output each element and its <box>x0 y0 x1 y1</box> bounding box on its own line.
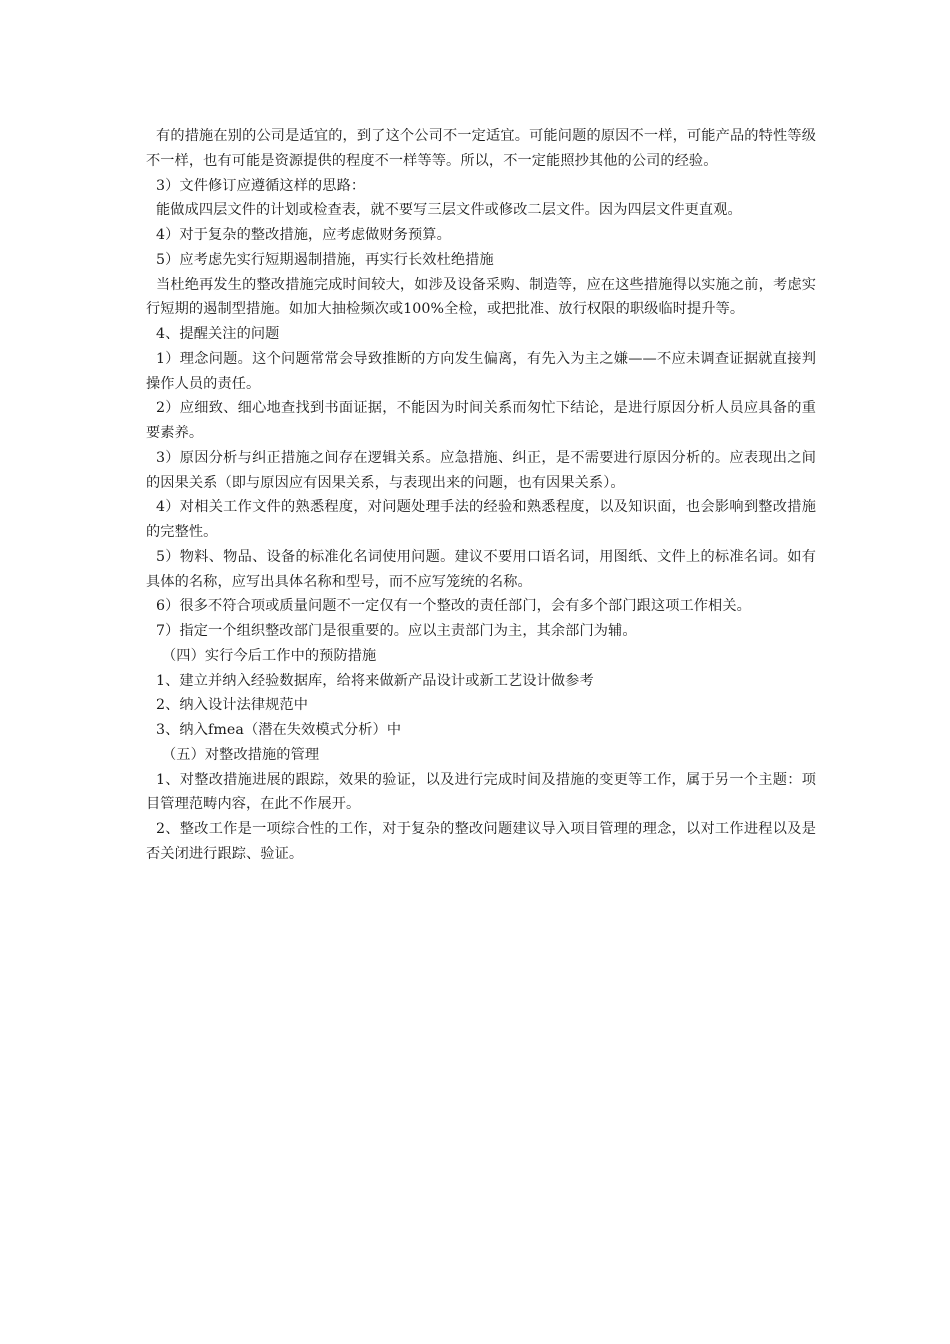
paragraph-item-5-short-term: 5）应考虑先实行短期遏制措施，再实行长效杜绝措施 <box>156 251 494 268</box>
paragraph-attention-7: 7）指定一个组织整改部门是很重要的。应以主责部门为主，其余部门为辅。 <box>156 623 637 639</box>
paragraph-management-1: 1、对整改措施进展的跟踪，效果的验证，以及进行完成时间及措施的变更等工作，属于另一个主题：项目管理范畴内容，在此不作展开。 <box>146 771 816 813</box>
paragraph-prevention-1: 1、建立并纳入经验数据库，给将来做新产品设计或新工艺设计做参考 <box>156 672 594 689</box>
paragraph-attention-6: 6）很多不符合项或质量问题不一定仅有一个整改的责任部门，会有多个部门跟这项工作相关。 <box>156 598 751 615</box>
heading-attention-issues: 4、提醒关注的问题 <box>156 326 280 342</box>
paragraph-prevention-2: 2、纳入设计法律规范中 <box>156 697 309 714</box>
heading-section-four: （四）实行今后工作中的预防措施 <box>162 647 377 664</box>
heading-section-five: （五）对整改措施的管理 <box>162 746 320 763</box>
paragraph-attention-5: 5）物料、物品、设备的标准化名词使用问题。建议不要用口语名词，用图纸、文件上的标准名词。如有具体的名称，应写出具体名称和型号，而不应写笼统的名称。 <box>146 548 816 590</box>
paragraph-item-4-budget: 4）对于复杂的整改措施，应考虑做财务预算。 <box>156 227 451 243</box>
paragraph-management-2: 2、整改工作是一项综合性的工作，对于复杂的整改问题建议导入项目管理的理念，以对工作进程以及是否关闭进行跟踪、验证。 <box>146 821 816 862</box>
paragraph-item-3-file-revision: 3）文件修订应遵循这样的思路： <box>156 177 366 194</box>
paragraph-containment-measures: 当杜绝再发生的整改措施完成时间较大，如涉及设备采购、制造等，应在这些措施得以实施之前，考虑实行短期的遏制型措施。如加大抽检频次或100%全检，或把批准、放行权限的职级临时提升等。 <box>146 276 816 318</box>
paragraph-attention-4: 4）对相关工作文件的熟悉程度，对问题处理手法的经验和熟悉程度，以及知识面，也会影响到整改措施的完整性。 <box>146 499 816 540</box>
paragraph-four-layer-files: 能做成四层文件的计划或检查表，就不要写三层文件或修改二层文件。因为四层文件更直观。 <box>156 202 742 219</box>
document-body <box>146 124 816 867</box>
paragraph-prevention-3: 3、纳入fmea（潜在失效模式分析）中 <box>156 722 402 738</box>
paragraph-attention-1: 1）理念问题。这个问题常常会导致推断的方向发生偏离，有先入为主之嫌——不应未调查证据就直接判操作人员的责任。 <box>146 350 816 392</box>
paragraph-attention-2: 2）应细致、细心地查找到书面证据，不能因为时间关系而匆忙下结论，是进行原因分析人员应具备的重要素养。 <box>146 400 816 441</box>
paragraph-attention-3: 3）原因分析与纠正措施之间存在逻辑关系。应急措施、纠正，是不需要进行原因分析的。应表现出之间的因果关系（即与原因应有因果关系，与表现出来的问题，也有因果关系）。 <box>146 449 816 491</box>
paragraph-company-measures: 有的措施在别的公司是适宜的，到了这个公司不一定适宜。可能问题的原因不一样，可能产品的特性等级不一样，也有可能是资源提供的程度不一样等等。所以，不一定能照抄其他的公司的经验。 <box>146 128 816 169</box>
